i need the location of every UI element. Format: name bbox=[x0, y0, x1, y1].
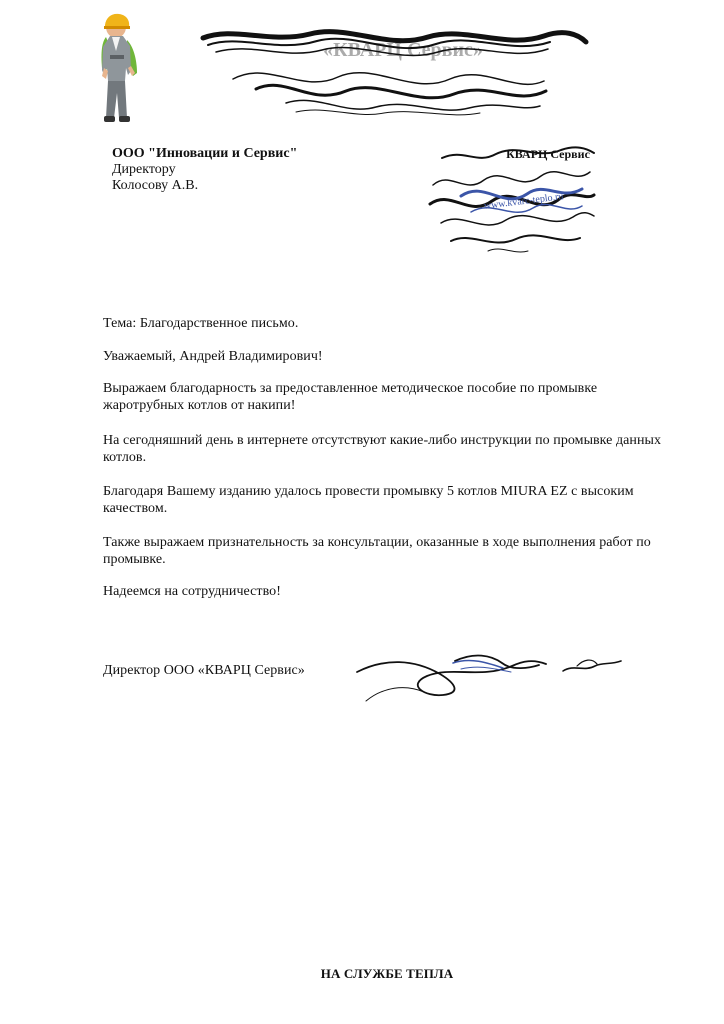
letter-paragraph-gratitude: Выражаем благодарность за предоставленное методическое пособие по промывке жаротрубных котлов от накипи! bbox=[103, 381, 598, 413]
recipient-position: Директору bbox=[112, 162, 176, 177]
letter-paragraph-closing: Надеемся на сотрудничество! bbox=[103, 584, 281, 599]
signature-title: Директор ООО «КВАРЦ Сервис» bbox=[103, 663, 305, 678]
stamp-site: www.kvarc-teplo.ru bbox=[483, 191, 565, 212]
header-logo bbox=[198, 24, 590, 120]
letter-paragraph-consulting: Также выражаем признательность за консультации, оказанные в ходе выполнения работ по промывке. bbox=[103, 535, 651, 567]
recipient-block bbox=[112, 146, 297, 194]
letter-paragraph-result: Благодаря Вашему изданию удалось провести промывку 5 котлов MIURA EZ с высоким качеством. bbox=[103, 484, 634, 516]
company-stamp bbox=[426, 140, 596, 260]
footer-slogan: НА СЛУЖБЕ ТЕПЛА bbox=[320, 966, 454, 981]
stamp-text: КВАРЦ Сервис bbox=[506, 147, 590, 161]
letter-subject: Тема: Благодарственное письмо. bbox=[103, 316, 299, 331]
letter-paragraph-internet: На сегодняшний день в интернете отсутствуют какие-либо инструкции по промывке данных котлов. bbox=[103, 433, 662, 465]
recipient-company: ООО "Инновации и Сервис" bbox=[112, 146, 298, 161]
recipient-name: Колосову А.В. bbox=[112, 178, 199, 193]
letter-greeting: Уважаемый, Андрей Владимирович! bbox=[103, 349, 323, 364]
signature bbox=[352, 648, 624, 704]
worker-illustration bbox=[92, 12, 144, 132]
header-logo-text: «КВАРЦ Сервис» bbox=[323, 39, 483, 61]
worker-icon bbox=[101, 14, 137, 122]
